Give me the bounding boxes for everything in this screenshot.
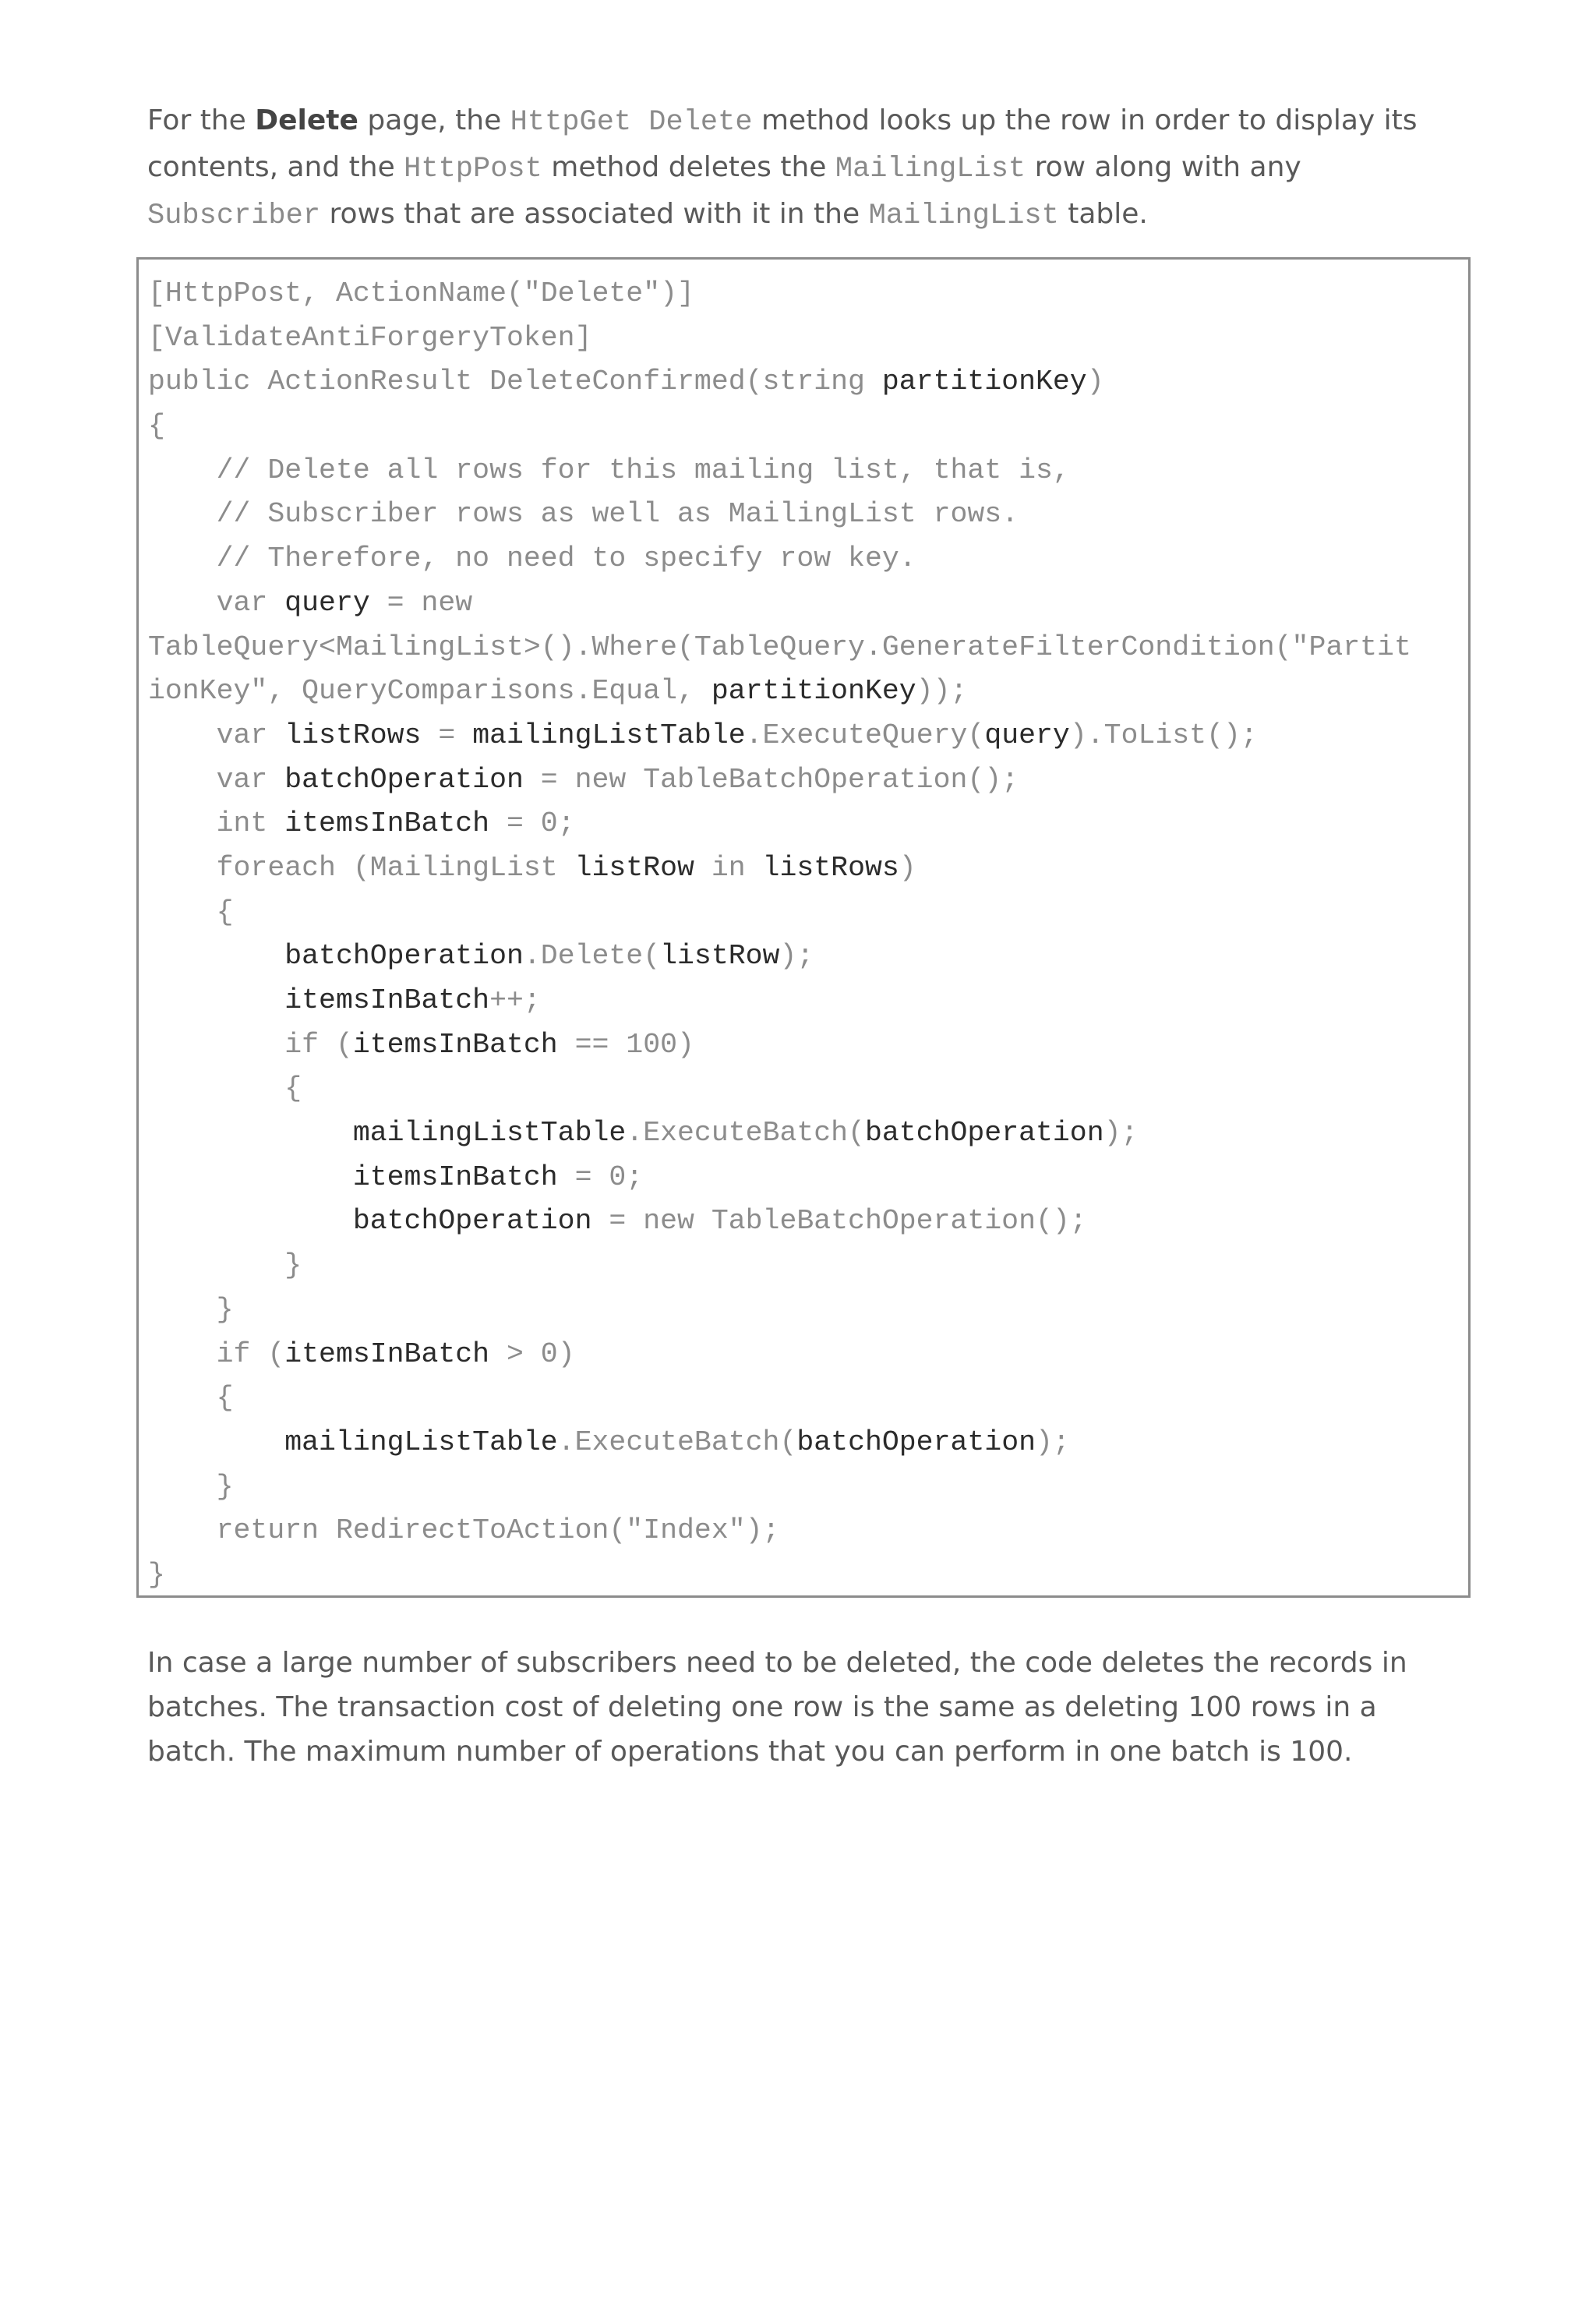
code-line <box>148 934 1468 979</box>
code-token: .ExecuteBatch( <box>626 1117 865 1150</box>
code-token: ); <box>1103 1117 1139 1150</box>
code-line <box>148 1376 1468 1421</box>
code-token: // Therefore, no need to specify row key. <box>148 542 916 575</box>
code-line <box>148 493 1468 537</box>
code-token: listRows <box>762 851 899 884</box>
code-httpget-delete: HttpGet Delete <box>510 106 753 139</box>
intro-text-5: row along with any <box>1026 151 1301 183</box>
code-token: ++; <box>489 984 541 1016</box>
intro-section <box>147 98 1472 238</box>
code-token: listRows <box>284 719 422 751</box>
code-token: = new TableBatchOperation(); <box>523 763 1019 796</box>
code-token <box>148 940 284 972</box>
code-token: { <box>148 1382 234 1415</box>
code-line <box>148 846 1468 891</box>
code-line <box>148 758 1468 803</box>
code-token: .ExecuteBatch( <box>557 1426 797 1458</box>
code-token: } <box>148 1249 302 1282</box>
code-line <box>148 1111 1468 1156</box>
code-token: = <box>421 719 473 751</box>
code-token: ionKey", QueryComparisons.Equal, <box>148 675 711 708</box>
code-token: mailingListTable <box>284 1426 558 1458</box>
code-token: int <box>148 807 285 840</box>
code-token: TableQuery<MailingList>().Where(TableQuery.GenerateFilterCondition("Partit <box>148 631 1411 663</box>
outro-paragraph: In case a large number of subscribers need to be deleted, the code deletes the records in batches. The transaction cost of deleting one row is the same as deleting 100 rows in a batch. The maximum number of operations that you can perform in one batch is 100. <box>147 1647 1407 1768</box>
code-mailinglist: MailingList <box>835 153 1026 185</box>
code-token: ) <box>899 851 916 884</box>
code-token: query <box>284 586 370 619</box>
code-subscriber: Subscriber <box>147 200 321 232</box>
code-line <box>148 1553 1468 1598</box>
code-token: batchOperation <box>284 763 524 796</box>
code-token: ); <box>1036 1426 1070 1458</box>
delete-bold: Delete <box>255 104 358 136</box>
code-token <box>148 1426 284 1458</box>
intro-paragraph <box>147 98 1472 238</box>
code-token: ); <box>779 940 814 973</box>
code-token: = 0; <box>557 1161 644 1193</box>
code-token: query <box>984 719 1070 751</box>
code-token: itemsInBatch <box>284 807 490 840</box>
code-line <box>148 1156 1468 1200</box>
code-line <box>148 449 1468 493</box>
code-token: ) <box>1086 366 1104 398</box>
code-token: return RedirectToAction("Index"); <box>148 1514 780 1547</box>
code-httppost: HttpPost <box>404 153 542 185</box>
code-token: mailingListTable <box>472 719 746 751</box>
code-line <box>148 1421 1468 1465</box>
code-mailinglist-table: MailingList <box>868 200 1059 232</box>
intro-text-2: page, the <box>358 104 510 136</box>
code-token: partitionKey <box>711 675 916 708</box>
code-line <box>148 626 1468 670</box>
code-line <box>148 1465 1468 1510</box>
code-token: ).ToList(); <box>1069 719 1258 751</box>
code-token: [HttpPost, ActionName("Delete")] <box>148 277 694 309</box>
code-token: listRow <box>574 851 694 884</box>
code-line <box>148 360 1468 405</box>
code-line <box>148 802 1468 846</box>
code-token: } <box>148 1558 165 1591</box>
code-line <box>148 979 1468 1023</box>
code-token: if ( <box>148 1028 353 1061</box>
code-token: batchOperation <box>864 1117 1104 1150</box>
code-token: )); <box>916 675 968 708</box>
code-line <box>148 537 1468 581</box>
code-line <box>148 714 1468 758</box>
code-token: // Delete all rows for this mailing list, that is, <box>148 454 1070 486</box>
code-line <box>148 1199 1468 1244</box>
code-token: } <box>148 1470 234 1503</box>
code-line <box>148 1023 1468 1068</box>
code-token: = 0; <box>489 807 575 840</box>
intro-text-1: For the <box>147 104 256 136</box>
code-token: foreach (MailingList <box>148 851 575 884</box>
code-token: var <box>148 586 285 619</box>
code-token: in <box>694 851 763 884</box>
code-token: .ExecuteQuery( <box>745 719 985 751</box>
code-token: itemsInBatch <box>352 1161 558 1193</box>
code-line <box>148 891 1468 935</box>
code-token: > 0) <box>489 1337 575 1370</box>
code-token: { <box>148 1072 302 1105</box>
intro-text-7: table. <box>1058 198 1148 230</box>
code-token: batchOperation <box>796 1426 1036 1458</box>
code-token: var <box>148 763 285 796</box>
code-line <box>148 405 1468 449</box>
code-token: == 100) <box>557 1028 694 1061</box>
code-token: itemsInBatch <box>284 1337 490 1370</box>
code-token: var <box>148 719 285 751</box>
code-token: itemsInBatch <box>284 984 490 1016</box>
code-line <box>148 670 1468 714</box>
code-token: { <box>148 410 165 443</box>
code-token: { <box>148 896 234 928</box>
code-token: mailingListTable <box>352 1117 627 1150</box>
code-token: partitionKey <box>881 366 1087 398</box>
code-token: public ActionResult DeleteConfirmed(string <box>148 366 882 398</box>
code-line <box>148 1244 1468 1288</box>
code-token: itemsInBatch <box>352 1028 558 1061</box>
code-line <box>148 1288 1468 1333</box>
code-line <box>148 316 1468 361</box>
code-token: .Delete( <box>523 940 661 973</box>
code-token: listRow <box>660 940 780 973</box>
code-token: [ValidateAntiForgeryToken] <box>148 321 592 354</box>
code-line <box>148 1333 1468 1377</box>
intro-text-3: method looks up the row in order to display its contents, and the <box>147 104 1418 183</box>
code-token: // Subscriber rows as well as MailingList rows. <box>148 498 1019 531</box>
code-token: batchOperation <box>352 1205 592 1238</box>
intro-text-4: method deletes the <box>542 151 835 183</box>
code-token <box>148 1117 353 1149</box>
code-token <box>148 1161 353 1193</box>
code-token: = new <box>369 586 473 619</box>
intro-text-6: rows that are associated with it in the <box>320 198 869 230</box>
code-line <box>148 581 1468 626</box>
code-block <box>136 257 1471 1598</box>
code-token: if ( <box>148 1337 285 1370</box>
code-token: } <box>148 1293 234 1326</box>
code-line <box>148 1067 1468 1111</box>
code-line <box>148 1509 1468 1553</box>
code-token: = new TableBatchOperation(); <box>591 1205 1087 1238</box>
code-token <box>148 984 284 1016</box>
code-token: batchOperation <box>284 940 524 973</box>
code-line <box>148 272 1468 316</box>
code-token <box>148 1205 353 1237</box>
